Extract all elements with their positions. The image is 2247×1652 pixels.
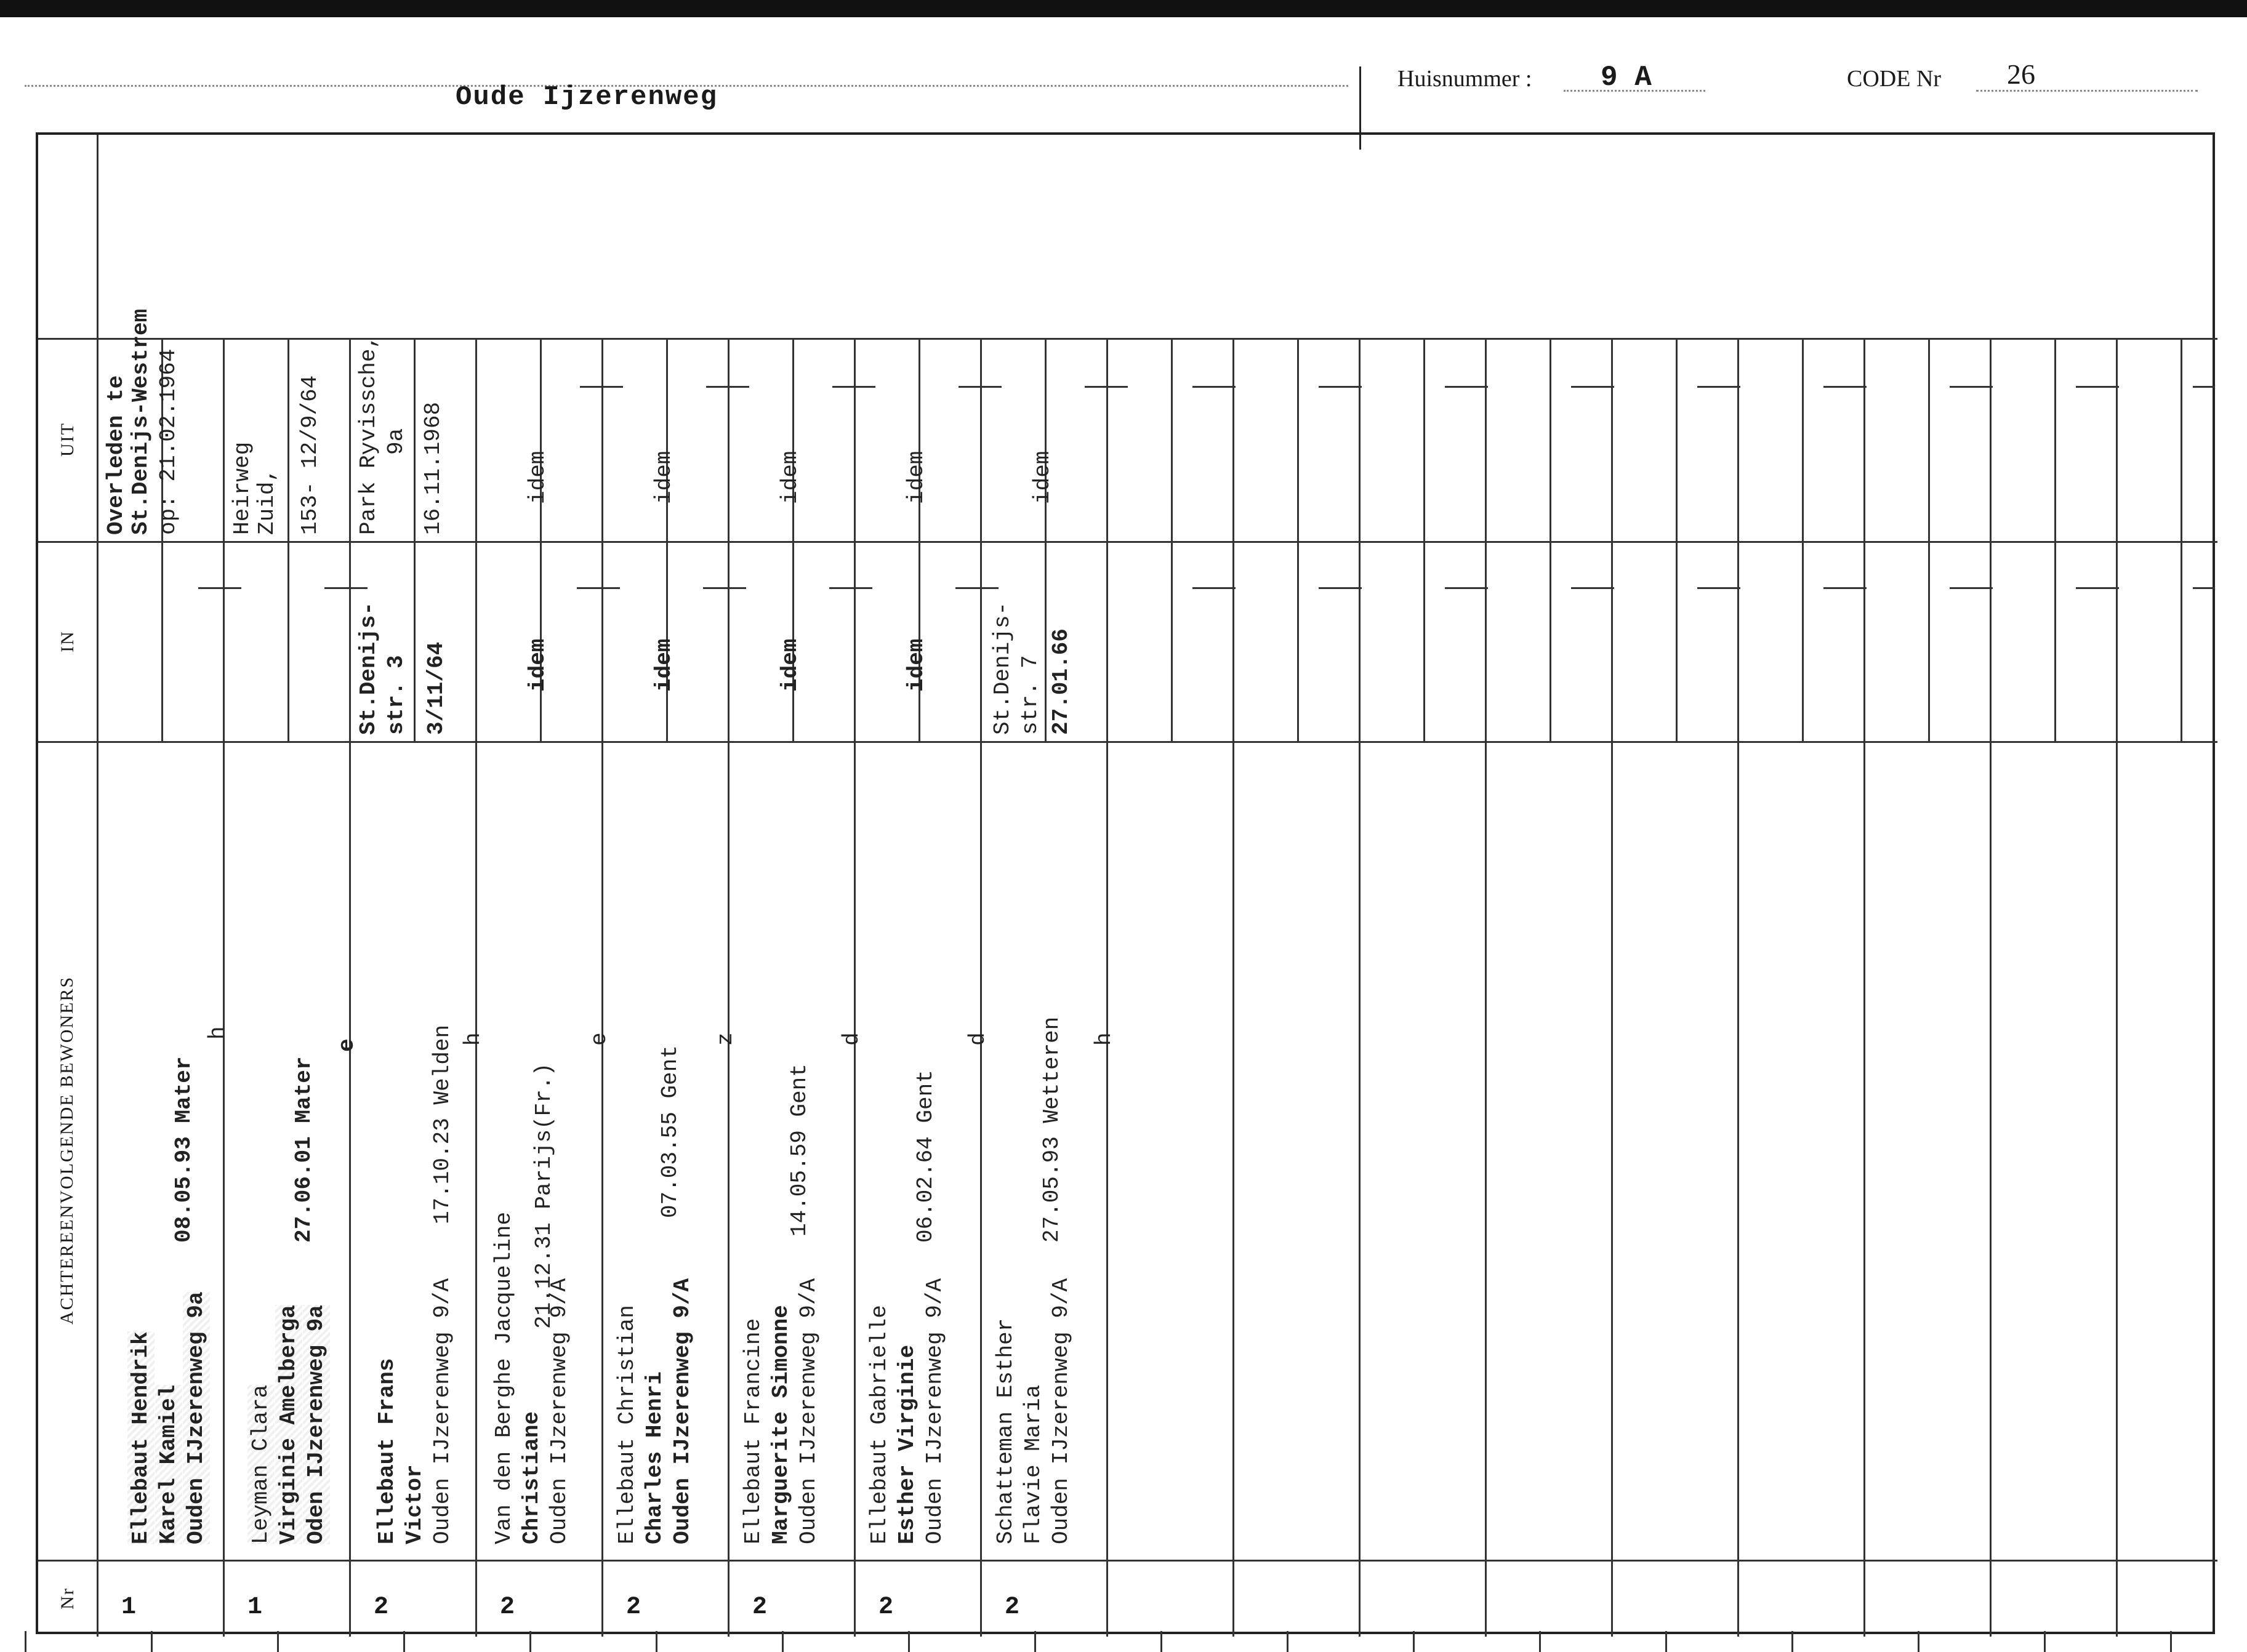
household-marker: h bbox=[205, 1026, 230, 1040]
birth-info: 14.05.59 Gent bbox=[787, 1064, 812, 1237]
uit-text-line: idem bbox=[1030, 451, 1055, 504]
bewoner-line: Ouden IJzerenweg 9/A bbox=[796, 1278, 821, 1544]
sub-divider bbox=[1171, 338, 1173, 741]
column-divider bbox=[1737, 338, 1739, 1637]
empty-dash bbox=[1571, 587, 1614, 589]
empty-dash bbox=[2193, 587, 2215, 589]
bewoner-line: Ellebaut Frans bbox=[374, 1358, 400, 1544]
tick bbox=[1160, 1631, 1162, 1652]
empty-dash bbox=[1319, 386, 1362, 388]
entry-nr: 2 bbox=[1005, 1594, 1020, 1621]
empty-dash bbox=[198, 587, 241, 589]
street-name: Oude Ijzerenweg bbox=[456, 82, 718, 113]
birth-info: 06.02.64 Gent bbox=[913, 1070, 938, 1243]
entry-nr: 2 bbox=[500, 1594, 515, 1621]
tick bbox=[782, 1631, 784, 1652]
register-form bbox=[36, 132, 2215, 1634]
bewoner-line: Schatteman Esther bbox=[993, 1318, 1018, 1544]
uit-text-line: St.Denijs-Westrem bbox=[128, 308, 153, 535]
birth-info: 17.10.23 Welden bbox=[430, 1024, 455, 1224]
column-divider bbox=[601, 338, 603, 1637]
empty-dash bbox=[324, 587, 368, 589]
birth-info: 27.06.01 Mater bbox=[291, 1056, 316, 1243]
tick bbox=[151, 1631, 153, 1652]
uit-text-line: idem bbox=[651, 451, 677, 504]
column-divider bbox=[728, 338, 730, 1637]
tick bbox=[1413, 1631, 1415, 1652]
bewoner-line: Christiane bbox=[519, 1411, 544, 1544]
bewoner-line: Marguerite Simonne bbox=[768, 1305, 794, 1544]
empty-dash bbox=[1697, 587, 1740, 589]
uit-text-line: Park Ryvissche, bbox=[356, 335, 381, 535]
uit-label: UIT bbox=[57, 422, 78, 457]
entry-nr: 2 bbox=[878, 1594, 894, 1621]
empty-dash bbox=[2193, 386, 2215, 388]
household-marker: h bbox=[460, 1032, 486, 1046]
empty-dash bbox=[1192, 386, 1236, 388]
uit-text-line: Overleden te bbox=[103, 375, 129, 535]
scan-top-border bbox=[0, 0, 2247, 17]
line-bewoners-top bbox=[38, 741, 2217, 743]
bewoner-line: Karel Kamiel bbox=[156, 1384, 181, 1544]
bottom-edge-ticks bbox=[25, 1631, 2216, 1652]
sub-divider bbox=[2181, 338, 2182, 741]
sub-divider bbox=[414, 338, 416, 741]
sub-divider bbox=[1676, 338, 1678, 741]
in-text-line: 27.01.66 bbox=[1048, 628, 1074, 735]
uit-text-line: idem bbox=[525, 451, 550, 504]
column-divider bbox=[1106, 338, 1108, 1637]
huisnummer-dotted-line bbox=[1564, 90, 1705, 92]
tick bbox=[1665, 1631, 1667, 1652]
uit-text-line: idem bbox=[904, 451, 929, 504]
empty-dash bbox=[1950, 386, 1993, 388]
sub-divider bbox=[1423, 338, 1425, 741]
empty-dash bbox=[580, 386, 623, 388]
tick bbox=[25, 1631, 26, 1652]
uit-text-line: 9a bbox=[384, 428, 409, 455]
in-text-line: idem bbox=[651, 638, 677, 692]
in-text-line: 3/11/64 bbox=[424, 641, 449, 735]
empty-dash bbox=[577, 587, 620, 589]
household-marker: d bbox=[965, 1032, 991, 1046]
in-text-line: idem bbox=[525, 638, 550, 692]
empty-dash bbox=[832, 386, 875, 388]
in-text-line: str. 3 bbox=[384, 655, 409, 735]
tick bbox=[529, 1631, 531, 1652]
tick bbox=[1034, 1631, 1036, 1652]
birth-info: 21.12.31 Parijs(Fr.) bbox=[531, 1062, 557, 1329]
empty-dash bbox=[829, 587, 872, 589]
tick bbox=[403, 1631, 405, 1652]
sub-divider bbox=[1297, 338, 1299, 741]
household-marker: z bbox=[713, 1032, 738, 1046]
empty-dash bbox=[1823, 386, 1867, 388]
column-divider bbox=[980, 338, 982, 1637]
column-divider bbox=[1232, 338, 1234, 1637]
uit-text-line: op: 21.02.1964 bbox=[156, 348, 181, 535]
column-divider bbox=[1485, 338, 1487, 1637]
in-text-line: St.Denijs- bbox=[356, 601, 381, 735]
huisnummer-value: 9 A bbox=[1601, 62, 1652, 94]
sub-divider bbox=[1550, 338, 1551, 741]
bewoner-line: Leyman Clara bbox=[248, 1384, 273, 1544]
uit-text-line: Heirweg bbox=[230, 441, 255, 535]
empty-dash bbox=[1697, 386, 1740, 388]
tick bbox=[2170, 1631, 2172, 1652]
bewoner-line: Ouden IJzerenweg 9/A bbox=[430, 1278, 455, 1544]
uit-text-line: Zuid, bbox=[254, 468, 279, 535]
empty-dash bbox=[959, 386, 1002, 388]
bewoner-line: Ellebaut Gabrielle bbox=[867, 1305, 892, 1544]
sub-divider bbox=[287, 338, 289, 741]
bewoner-line: Flavie Maria bbox=[1021, 1384, 1046, 1544]
bewoner-line: Ouden IJzerenweg 9/A bbox=[922, 1278, 947, 1544]
empty-dash bbox=[1823, 587, 1867, 589]
in-text-line: St.Denijs- bbox=[990, 601, 1015, 735]
tick bbox=[277, 1631, 279, 1652]
sub-divider bbox=[1802, 338, 1804, 741]
birth-info: 27.05.93 Wetteren bbox=[1039, 1016, 1064, 1243]
bewoner-line: Ellebaut Hendrik bbox=[128, 1331, 153, 1544]
sub-divider bbox=[2054, 338, 2056, 741]
in-label: IN bbox=[57, 630, 78, 652]
bewoner-line: Ouden IJzerenweg 9/A bbox=[547, 1278, 572, 1544]
tick bbox=[1791, 1631, 1793, 1652]
line-in-top bbox=[38, 541, 2217, 543]
tick bbox=[1287, 1631, 1288, 1652]
column-divider bbox=[223, 338, 225, 1637]
bewoner-line: Oden IJzerenweg 9a bbox=[303, 1305, 329, 1544]
bewoner-line: Esther Virginie bbox=[894, 1344, 920, 1544]
bewoner-line: Ouden IJzerenweg 9/A bbox=[670, 1278, 695, 1544]
uit-text-line: 153- 12/9/64 bbox=[297, 375, 323, 535]
empty-dash bbox=[1085, 386, 1128, 388]
empty-dash bbox=[1571, 386, 1614, 388]
huisnummer-label: Huisnummer : bbox=[1397, 66, 1532, 92]
tick bbox=[1539, 1631, 1541, 1652]
entry-nr: 1 bbox=[121, 1594, 137, 1621]
tick bbox=[908, 1631, 910, 1652]
bewoners-label: ACHTEREENVOLGENDE BEWONERS bbox=[57, 976, 78, 1325]
household-marker: e bbox=[334, 1038, 360, 1052]
column-divider bbox=[1359, 338, 1361, 1637]
bewoner-line: Charles Henri bbox=[642, 1371, 667, 1544]
uit-text-line: idem bbox=[778, 451, 803, 504]
bewoner-line: Virginie Amelberga bbox=[276, 1305, 301, 1544]
column-divider bbox=[1611, 338, 1613, 1637]
empty-dash bbox=[1192, 587, 1236, 589]
tick bbox=[1918, 1631, 1919, 1652]
empty-dash bbox=[1445, 386, 1488, 388]
empty-dash bbox=[703, 587, 746, 589]
household-marker: e bbox=[587, 1032, 612, 1046]
bewoner-line: Ellebaut Christian bbox=[614, 1305, 640, 1544]
in-text-line: idem bbox=[904, 638, 929, 692]
column-divider bbox=[2116, 338, 2118, 1637]
tick bbox=[2044, 1631, 2046, 1652]
column-divider bbox=[1863, 338, 1865, 1637]
in-text-line: str. 7 bbox=[1018, 655, 1043, 735]
card-header bbox=[0, 17, 2247, 131]
tick bbox=[656, 1631, 657, 1652]
entry-nr: 1 bbox=[247, 1594, 263, 1621]
empty-dash bbox=[1950, 587, 1993, 589]
code-dotted-line bbox=[1976, 90, 2198, 92]
empty-dash bbox=[2076, 386, 2119, 388]
bewoner-line: Van den Berghe Jacqueline bbox=[491, 1211, 517, 1544]
household-marker: h bbox=[1091, 1032, 1117, 1046]
bewoner-line: Ouden IJzerenweg 9a bbox=[183, 1291, 209, 1544]
empty-dash bbox=[2076, 587, 2119, 589]
label-column-divider bbox=[97, 135, 98, 1637]
empty-dash bbox=[955, 587, 999, 589]
empty-dash bbox=[1445, 587, 1488, 589]
code-value: 26 bbox=[2007, 58, 2035, 90]
sub-divider bbox=[1928, 338, 1930, 741]
entry-nr: 2 bbox=[752, 1594, 768, 1621]
bewoner-line: Victor bbox=[402, 1464, 427, 1544]
entry-nr: 2 bbox=[626, 1594, 641, 1621]
birth-info: 07.03.55 Gent bbox=[657, 1045, 683, 1218]
birth-info: 08.05.93 Mater bbox=[171, 1056, 196, 1243]
household-marker: d bbox=[839, 1032, 864, 1046]
column-divider bbox=[349, 338, 351, 1637]
column-divider bbox=[475, 338, 477, 1637]
column-divider bbox=[1990, 338, 1992, 1637]
sub-divider bbox=[1045, 338, 1047, 741]
empty-dash bbox=[1319, 587, 1362, 589]
column-divider bbox=[854, 338, 856, 1637]
line-nr-top bbox=[38, 1560, 2217, 1562]
bewoner-line: Ouden IJzerenweg 9/A bbox=[1048, 1278, 1074, 1544]
bewoner-line: Ellebaut Francine bbox=[741, 1318, 766, 1544]
entry-nr: 2 bbox=[374, 1594, 389, 1621]
uit-text-line: 16.11.1968 bbox=[420, 401, 446, 535]
nr-label: Nr bbox=[57, 1587, 78, 1610]
empty-dash bbox=[706, 386, 749, 388]
code-label: CODE Nr bbox=[1847, 66, 1942, 92]
in-text-line: idem bbox=[778, 638, 803, 692]
